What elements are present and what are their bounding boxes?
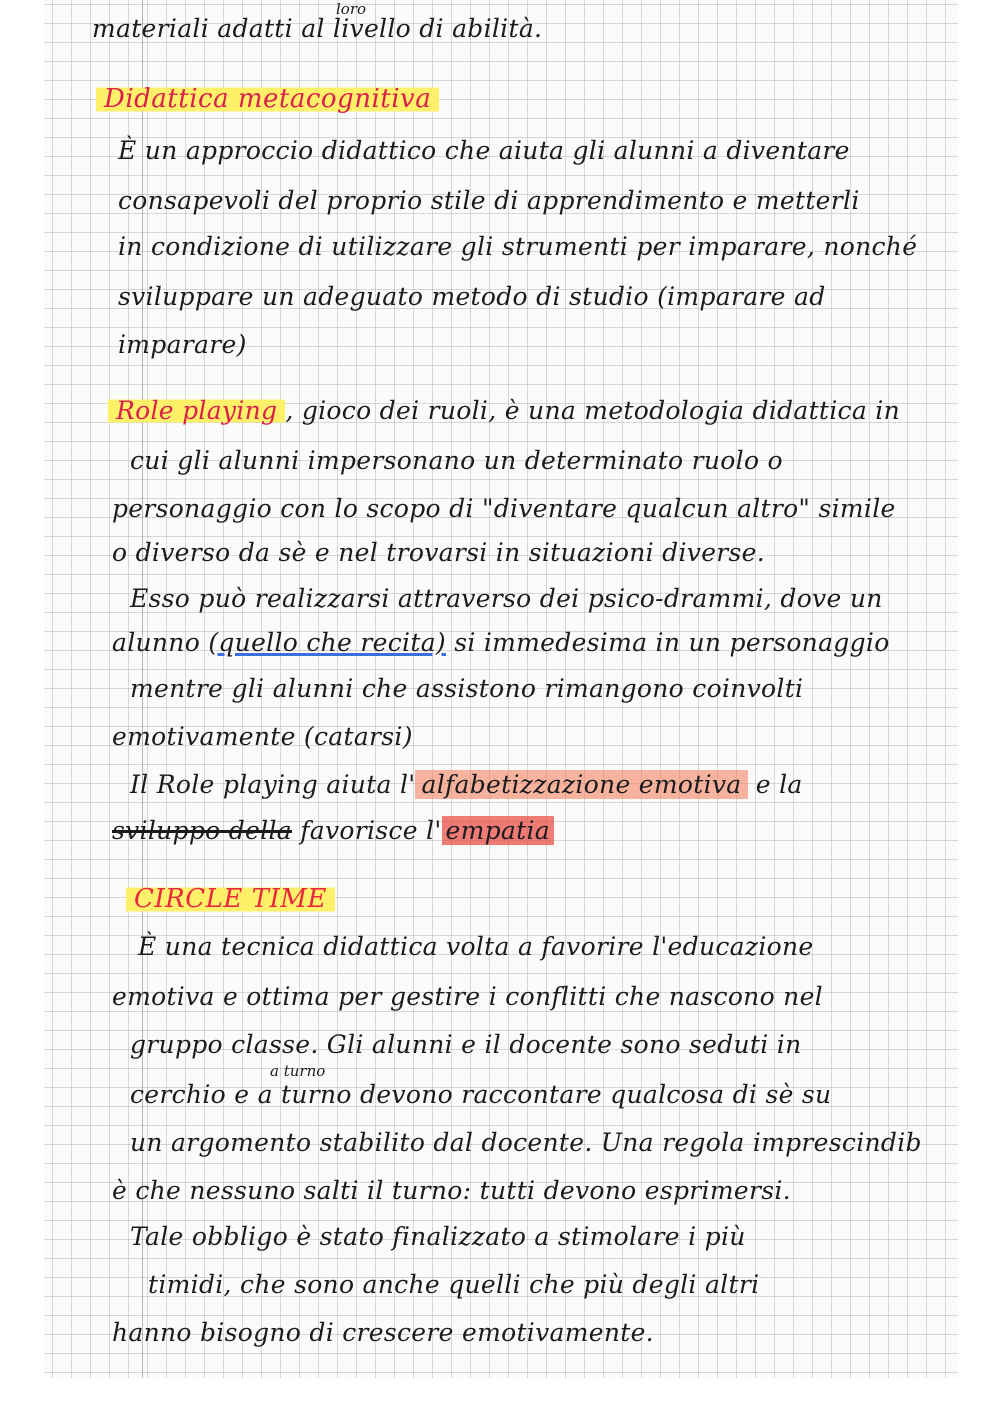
text-line: È un approccio didattico che aiuta gli alunni a diventare <box>118 136 850 165</box>
text-line: timidi, che sono anche quelli che più degli altri <box>148 1270 760 1299</box>
text-line: Esso può realizzarsi attraverso dei psico-drammi, dove un <box>130 584 883 613</box>
text-run: favorisce l' <box>291 816 442 845</box>
underlined-text: (quello che recita) <box>208 628 446 657</box>
highlighted-text: empatia <box>442 816 554 845</box>
text-line: mentre gli alunni che assistono rimangono coinvolti <box>130 674 804 703</box>
heading-text: CIRCLE TIME <box>126 884 335 914</box>
text-run: , gioco dei ruoli, è una metodologia didattica in <box>285 396 901 425</box>
intro-superscript: loro <box>336 0 367 18</box>
text-run: alunno <box>112 628 201 657</box>
text-run: si immedesima in un personaggio <box>454 628 890 657</box>
text-line <box>112 628 890 657</box>
text-line: o diverso da sè e nel trovarsi in situazioni diverse. <box>112 538 766 567</box>
highlighted-text: alfabetizzazione emotiva <box>415 770 747 799</box>
text-line: emotiva e ottima per gestire i conflitti che nascono nel <box>112 982 823 1011</box>
text-line: un argomento stabilito dal docente. Una regola imprescindib <box>130 1128 922 1157</box>
text-line: cui gli alunni impersonano un determinato ruolo o <box>130 446 783 475</box>
text-line: personaggio con lo scopo di "diventare qualcun altro" simile <box>112 494 896 523</box>
heading-role-playing: Role playing <box>108 396 285 425</box>
text-line: gruppo classe. Gli alunni e il docente sono seduti in <box>130 1030 802 1059</box>
text-line: consapevoli del proprio stile di apprendimento e metterli <box>118 186 860 215</box>
text-line: imparare) <box>118 330 247 359</box>
text-line: Tale obbligo è stato finalizzato a stimolare i più <box>130 1222 746 1251</box>
text-line: sviluppare un adeguato metodo di studio (imparare ad <box>118 282 826 311</box>
superscript-note: a turno <box>270 1062 326 1080</box>
text-line <box>130 770 803 799</box>
text-line: è che nessuno salti il turno: tutti devono esprimersi. <box>112 1176 791 1205</box>
text-line: È una tecnica didattica volta a favorire l'educazione <box>138 932 814 961</box>
text-run: Il Role playing aiuta l' <box>130 770 416 799</box>
text-line: in condizione di utilizzare gli strumenti per imparare, nonché <box>118 232 918 261</box>
text-line: cerchio e a turno devono raccontare qualcosa di sè su <box>130 1080 832 1109</box>
text-line <box>112 816 554 845</box>
text-run: e la <box>747 770 803 799</box>
text-line: emotivamente (catarsi) <box>112 722 413 751</box>
intro-line: materiali adatti al livello di abilità. <box>92 14 543 43</box>
struck-text: sviluppo della <box>112 816 292 845</box>
heading-didattica-metacognitiva <box>96 84 439 114</box>
heading-circle-time <box>126 884 335 914</box>
text-line: hanno bisogno di crescere emotivamente. <box>112 1318 654 1347</box>
heading-text: Didattica metacognitiva <box>96 84 439 114</box>
role-playing-first-line <box>108 396 900 425</box>
